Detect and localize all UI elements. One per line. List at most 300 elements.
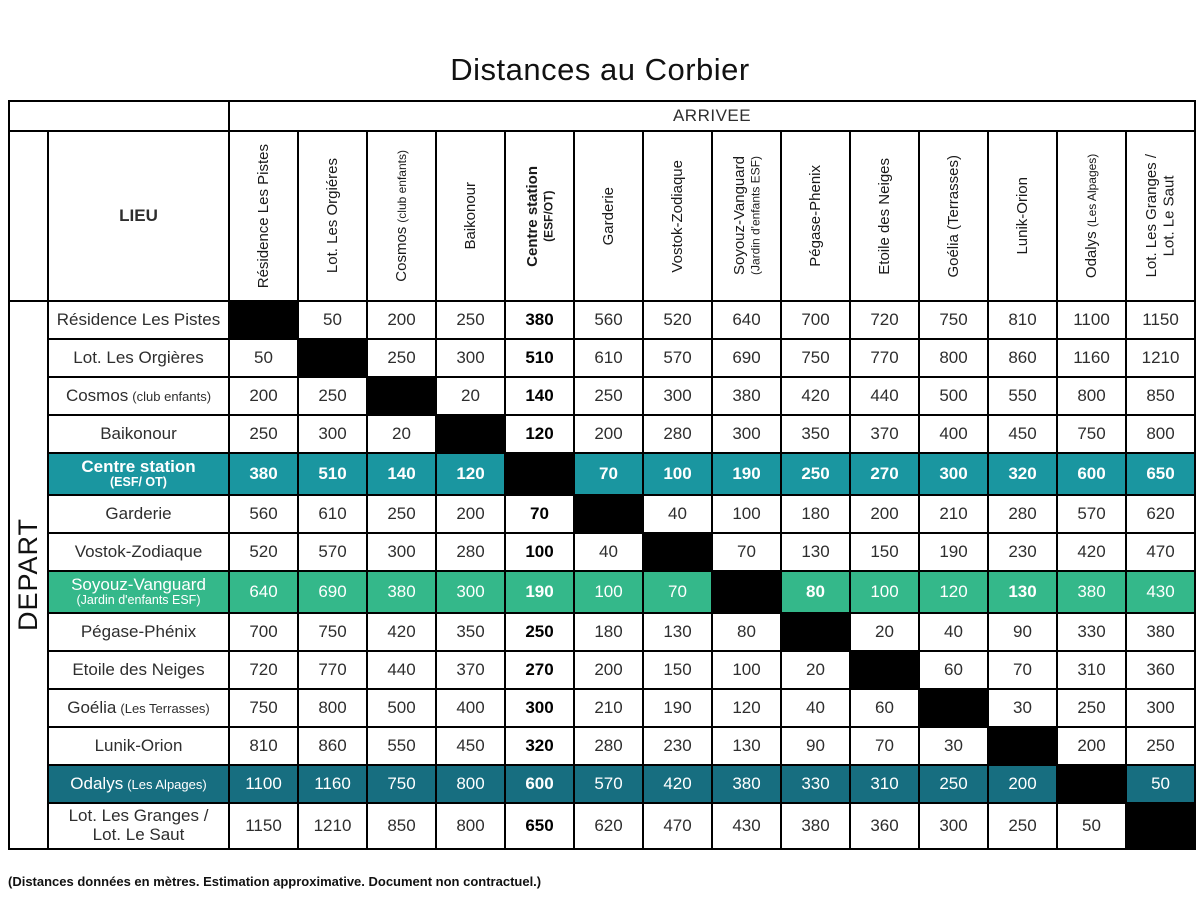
distance-cell: 720 [229,651,298,689]
distance-cell: 620 [574,803,643,849]
distance-cell: 250 [988,803,1057,849]
distance-cell: 180 [574,613,643,651]
distance-cell: 610 [574,339,643,377]
row-header-6 [48,495,229,533]
col-header-label: Lot. Les Orgiéres [323,158,341,274]
distance-cell: 200 [436,495,505,533]
distance-cell: 1100 [1057,301,1126,339]
distance-cell: 120 [436,453,505,495]
distance-cell: 30 [919,727,988,765]
row-header-label: Centre station [81,456,196,476]
col-header-text [876,158,894,275]
distance-cell: 90 [781,727,850,765]
arrivee-band [9,101,1195,131]
row-header-9 [48,613,229,651]
distance-cell: 250 [1057,689,1126,727]
table-row [9,301,1195,339]
distance-cell: 560 [229,495,298,533]
col-header-text [462,182,480,250]
distance-cell: 250 [298,377,367,415]
row-header-sublabel: (ESF/ OT) [110,475,167,490]
col-header-1 [229,131,298,301]
distance-cell: 250 [436,301,505,339]
col-header-sublabel: (Les Alpages) [1084,153,1099,228]
column-header-row [9,131,1195,301]
row-header-label: Pégase-Phénix [80,621,197,641]
distance-cell: 640 [712,301,781,339]
distance-cell: 250 [505,613,574,651]
distance-cell: 720 [850,301,919,339]
footnote: (Distances données en mètres. Estimation approximative. Document non contractuel.) [8,874,542,889]
distance-cell: 800 [436,765,505,803]
col-header-10 [850,131,919,301]
distance-cell: 420 [643,765,712,803]
distance-cell: 190 [643,689,712,727]
distance-cell: 120 [919,571,988,613]
table-row [9,727,1195,765]
distance-cell: 200 [988,765,1057,803]
col-header-text [324,158,342,273]
distance-cell: 450 [436,727,505,765]
distance-cell: 470 [643,803,712,849]
distance-cell: 750 [229,689,298,727]
row-header-sublabel: (Les Alpages) [127,776,207,792]
distance-cell: 690 [298,571,367,613]
distance-cell: 370 [850,415,919,453]
distance-cell: 570 [574,765,643,803]
distance-cell: 100 [643,453,712,495]
distance-cell: 470 [1126,533,1195,571]
lieu-label: LIEU [48,131,229,301]
col-header-text [731,156,763,275]
distance-cell: 320 [505,727,574,765]
empty-corner [9,101,229,131]
distance-cell: 810 [988,301,1057,339]
distance-cell: 70 [988,651,1057,689]
distance-cell: 130 [712,727,781,765]
table-row [9,803,1195,849]
distance-cell: 270 [505,651,574,689]
diagonal-cell [712,571,781,613]
distance-cell: 40 [574,533,643,571]
distance-cell: 230 [988,533,1057,571]
distance-cell: 250 [919,765,988,803]
distance-cell: 330 [1057,613,1126,651]
col-header-label: Goélia (Terrasses) [944,154,962,278]
col-header-text [600,187,618,245]
distance-cell: 380 [505,301,574,339]
table-row [9,689,1195,727]
distance-cell: 20 [781,651,850,689]
distance-cell: 190 [712,453,781,495]
distance-cell: 190 [505,571,574,613]
distance-cell: 200 [367,301,436,339]
distance-cell: 250 [229,415,298,453]
col-header-text [807,165,825,267]
distance-cell: 360 [1126,651,1195,689]
col-header-12 [988,131,1057,301]
distance-cell: 360 [850,803,919,849]
table-row [9,339,1195,377]
col-header-6 [574,131,643,301]
col-header-label: Odalys [1082,231,1100,279]
distance-cell: 60 [850,689,919,727]
distance-cell: 350 [436,613,505,651]
distance-cell: 380 [229,453,298,495]
row-header-3 [48,377,229,415]
diagonal-cell [643,533,712,571]
depart-label [9,301,48,849]
col-header-2 [298,131,367,301]
distance-cell: 440 [850,377,919,415]
col-header-text [255,144,273,288]
distance-cell: 300 [1126,689,1195,727]
distance-cell: 400 [436,689,505,727]
col-header-13 [1057,131,1126,301]
distance-cell: 810 [229,727,298,765]
diagonal-cell [505,453,574,495]
col-header-7 [643,131,712,301]
distance-cell: 600 [505,765,574,803]
distance-cell: 300 [712,415,781,453]
distance-cell: 310 [1057,651,1126,689]
distance-cell: 50 [229,339,298,377]
distance-cell: 40 [643,495,712,533]
distance-cell: 20 [850,613,919,651]
distance-cell: 770 [298,651,367,689]
col-header-label: Pégase-Phenix [806,165,824,267]
distance-cell: 300 [436,571,505,613]
row-header-label: Cosmos [65,385,129,405]
distance-cell: 750 [298,613,367,651]
distance-cell: 70 [505,495,574,533]
diagonal-cell [1126,803,1195,849]
distance-cell: 30 [988,689,1057,727]
distance-cell: 140 [367,453,436,495]
distance-cell: 380 [1126,613,1195,651]
table-row [9,533,1195,571]
page-title: Distances au Corbier [450,52,750,87]
distance-cell: 270 [850,453,919,495]
row-header-label: Odalys [70,773,124,793]
distance-cell: 860 [298,727,367,765]
distance-cell: 120 [505,415,574,453]
distance-cell: 800 [436,803,505,849]
row-header-label: Lunik-Orion [94,735,183,755]
distance-cell: 70 [850,727,919,765]
row-header-label: Goélia [67,697,117,717]
col-header-label: Baikonour [461,182,479,250]
distance-cell: 50 [298,301,367,339]
distance-cell: 570 [298,533,367,571]
row-header-label: Résidence Les Pistes [56,309,221,329]
distance-cell: 350 [781,415,850,453]
col-header-label: Lot. Les Granges / [1142,154,1160,278]
distance-cell: 300 [919,453,988,495]
col-header-4 [436,131,505,301]
distance-cell: 180 [781,495,850,533]
distance-cell: 300 [367,533,436,571]
distance-cell: 320 [988,453,1057,495]
distance-cell: 80 [712,613,781,651]
col-header-label: Garderie [599,186,617,246]
distance-cell: 1210 [298,803,367,849]
distance-cell: 150 [850,533,919,571]
col-header-label: Vostok-Zodiaque [668,159,686,273]
distance-cell: 380 [1057,571,1126,613]
row-header-12 [48,727,229,765]
distance-cell: 420 [781,377,850,415]
distance-cell: 190 [919,533,988,571]
col-header-3 [367,131,436,301]
distance-cell: 750 [1057,415,1126,453]
distance-cell: 100 [505,533,574,571]
diagonal-cell [367,377,436,415]
distance-cell: 380 [781,803,850,849]
diagonal-cell [781,613,850,651]
distance-cell: 750 [781,339,850,377]
row-header-1 [48,301,229,339]
col-header-label: Etoile des Neiges [875,157,893,275]
distance-cell: 1100 [229,765,298,803]
diagonal-cell [436,415,505,453]
distance-cell: 150 [643,651,712,689]
distance-cell: 500 [367,689,436,727]
distance-cell: 70 [643,571,712,613]
distance-cell: 520 [643,301,712,339]
distance-cell: 550 [367,727,436,765]
col-header-label: Cosmos [392,226,410,282]
distance-cell: 120 [712,689,781,727]
row-header-7 [48,533,229,571]
distance-cell: 370 [436,651,505,689]
distance-cell: 100 [712,495,781,533]
distance-cell: 200 [850,495,919,533]
diagonal-cell [229,301,298,339]
distance-cell: 20 [436,377,505,415]
distance-cell: 650 [505,803,574,849]
distance-cell: 380 [367,571,436,613]
distance-cell: 510 [505,339,574,377]
depart-label-text: DEPART [13,518,43,632]
row-header-8 [48,571,229,613]
distance-cell: 560 [574,301,643,339]
distance-cell: 450 [988,415,1057,453]
col-header-14 [1126,131,1195,301]
col-header-sublabel: (ESF/OT) [541,190,556,242]
diagonal-cell [574,495,643,533]
distance-cell: 520 [229,533,298,571]
distance-cell: 770 [850,339,919,377]
distance-cell: 300 [919,803,988,849]
distance-cell: 570 [1057,495,1126,533]
col-header-text [1014,177,1032,255]
distance-cell: 250 [367,339,436,377]
distance-cell: 60 [919,651,988,689]
diagonal-cell [1057,765,1126,803]
row-header-sublabel: (Les Terrasses) [120,700,210,716]
row-header-sublabel: (Jardin d'enfants ESF) [76,593,201,608]
row-header-4 [48,415,229,453]
distance-cell: 850 [367,803,436,849]
row-header-label: Baikonour [100,423,177,443]
distance-cell: 140 [505,377,574,415]
distance-cell: 380 [712,765,781,803]
row-header-10 [48,651,229,689]
distance-cell: 860 [988,339,1057,377]
distance-cell: 130 [988,571,1057,613]
distance-cell: 620 [1126,495,1195,533]
distance-cell: 20 [367,415,436,453]
row-header-label: Vostok-Zodiaque [74,541,203,561]
distance-cell: 100 [574,571,643,613]
distance-cell: 440 [367,651,436,689]
distance-cell: 750 [367,765,436,803]
col-header-text [945,155,963,278]
distance-cell: 250 [574,377,643,415]
distance-cell: 300 [436,339,505,377]
col-header-label: Lunik-Orion [1013,177,1031,255]
distance-cell: 90 [988,613,1057,651]
distance-cell: 130 [781,533,850,571]
distance-cell: 700 [229,613,298,651]
row-header-5 [48,453,229,495]
distance-cell: 280 [988,495,1057,533]
col-header-sublabel: (Jardin d'enfants ESF) [748,156,763,276]
table-row [9,377,1195,415]
distance-cell: 500 [919,377,988,415]
col-header-label: Soyouz-Vanguard [730,156,748,276]
distance-cell: 100 [712,651,781,689]
distance-cell: 40 [919,613,988,651]
distance-cell: 250 [367,495,436,533]
row-header-label: Garderie [105,503,172,523]
distance-cell: 300 [643,377,712,415]
col-header-text [524,166,556,267]
distance-cell: 330 [781,765,850,803]
table-row [9,613,1195,651]
distance-cell: 280 [643,415,712,453]
distance-cell: 1160 [298,765,367,803]
distance-cell: 1210 [1126,339,1195,377]
diagonal-cell [919,689,988,727]
distance-cell: 130 [643,613,712,651]
distance-cell: 280 [436,533,505,571]
table-row [9,765,1195,803]
distance-cell: 570 [643,339,712,377]
diagonal-cell [298,339,367,377]
distance-cell: 70 [712,533,781,571]
distance-cell: 250 [1126,727,1195,765]
table-row [9,453,1195,495]
row-header-2 [48,339,229,377]
arrivee-label: ARRIVEE [229,101,1195,131]
col-header-sublabel: Lot. Le Saut [1160,175,1178,257]
distance-cell: 550 [988,377,1057,415]
distance-cell: 1150 [229,803,298,849]
distance-cell: 200 [229,377,298,415]
distance-cell: 50 [1126,765,1195,803]
row-header-11 [48,689,229,727]
col-header-label: Résidence Les Pistes [254,143,272,289]
distance-cell: 800 [919,339,988,377]
distance-cell: 100 [850,571,919,613]
table-row [9,571,1195,613]
distance-cell: 210 [919,495,988,533]
distance-cell: 200 [574,415,643,453]
diagonal-cell [988,727,1057,765]
distance-cell: 300 [505,689,574,727]
col-header-text [1143,154,1178,277]
distance-cell: 510 [298,453,367,495]
distance-cell: 600 [1057,453,1126,495]
distance-cell: 380 [712,377,781,415]
col-header-11 [919,131,988,301]
distance-cell: 80 [781,571,850,613]
distance-cell: 850 [1126,377,1195,415]
col-header-text [1083,154,1101,278]
table-row [9,651,1195,689]
distance-cell: 200 [1057,727,1126,765]
row-header-label: Etoile des Neiges [72,659,205,679]
distance-cell: 70 [574,453,643,495]
distance-cell: 430 [712,803,781,849]
distance-cell: 1160 [1057,339,1126,377]
distance-cell: 200 [574,651,643,689]
row-header-label: Lot. Les Granges / [68,806,209,826]
distance-cell: 690 [712,339,781,377]
row-header-14 [48,803,229,849]
row-header-sublabel: Lot. Le Saut [92,825,185,844]
distance-cell: 430 [1126,571,1195,613]
distance-table [8,100,1196,850]
distance-cell: 50 [1057,803,1126,849]
distance-cell: 800 [298,689,367,727]
distance-cell: 250 [781,453,850,495]
col-header-5 [505,131,574,301]
distance-cell: 1150 [1126,301,1195,339]
distance-cell: 210 [574,689,643,727]
distance-cell: 300 [298,415,367,453]
distance-cell: 400 [919,415,988,453]
col-header-label: Centre station [523,165,541,267]
col-header-9 [781,131,850,301]
table-row [9,495,1195,533]
row-header-13 [48,765,229,803]
empty-corner-left [9,131,48,301]
row-header-label: Lot. Les Orgières [73,347,204,367]
distance-cell: 700 [781,301,850,339]
distance-cell: 40 [781,689,850,727]
distance-cell: 750 [919,301,988,339]
row-header-sublabel: (club enfants) [132,388,212,404]
diagonal-cell [850,651,919,689]
col-header-8 [712,131,781,301]
table-row [9,415,1195,453]
col-header-sublabel: (club enfants) [394,150,409,223]
distance-cell: 800 [1126,415,1195,453]
distance-cell: 420 [367,613,436,651]
distance-cell: 230 [643,727,712,765]
row-header-label: Soyouz-Vanguard [71,574,206,594]
distance-cell: 310 [850,765,919,803]
distance-cell: 610 [298,495,367,533]
distance-cell: 640 [229,571,298,613]
distance-cell: 650 [1126,453,1195,495]
col-header-text [669,160,687,273]
distance-cell: 420 [1057,533,1126,571]
col-header-text [393,150,411,282]
